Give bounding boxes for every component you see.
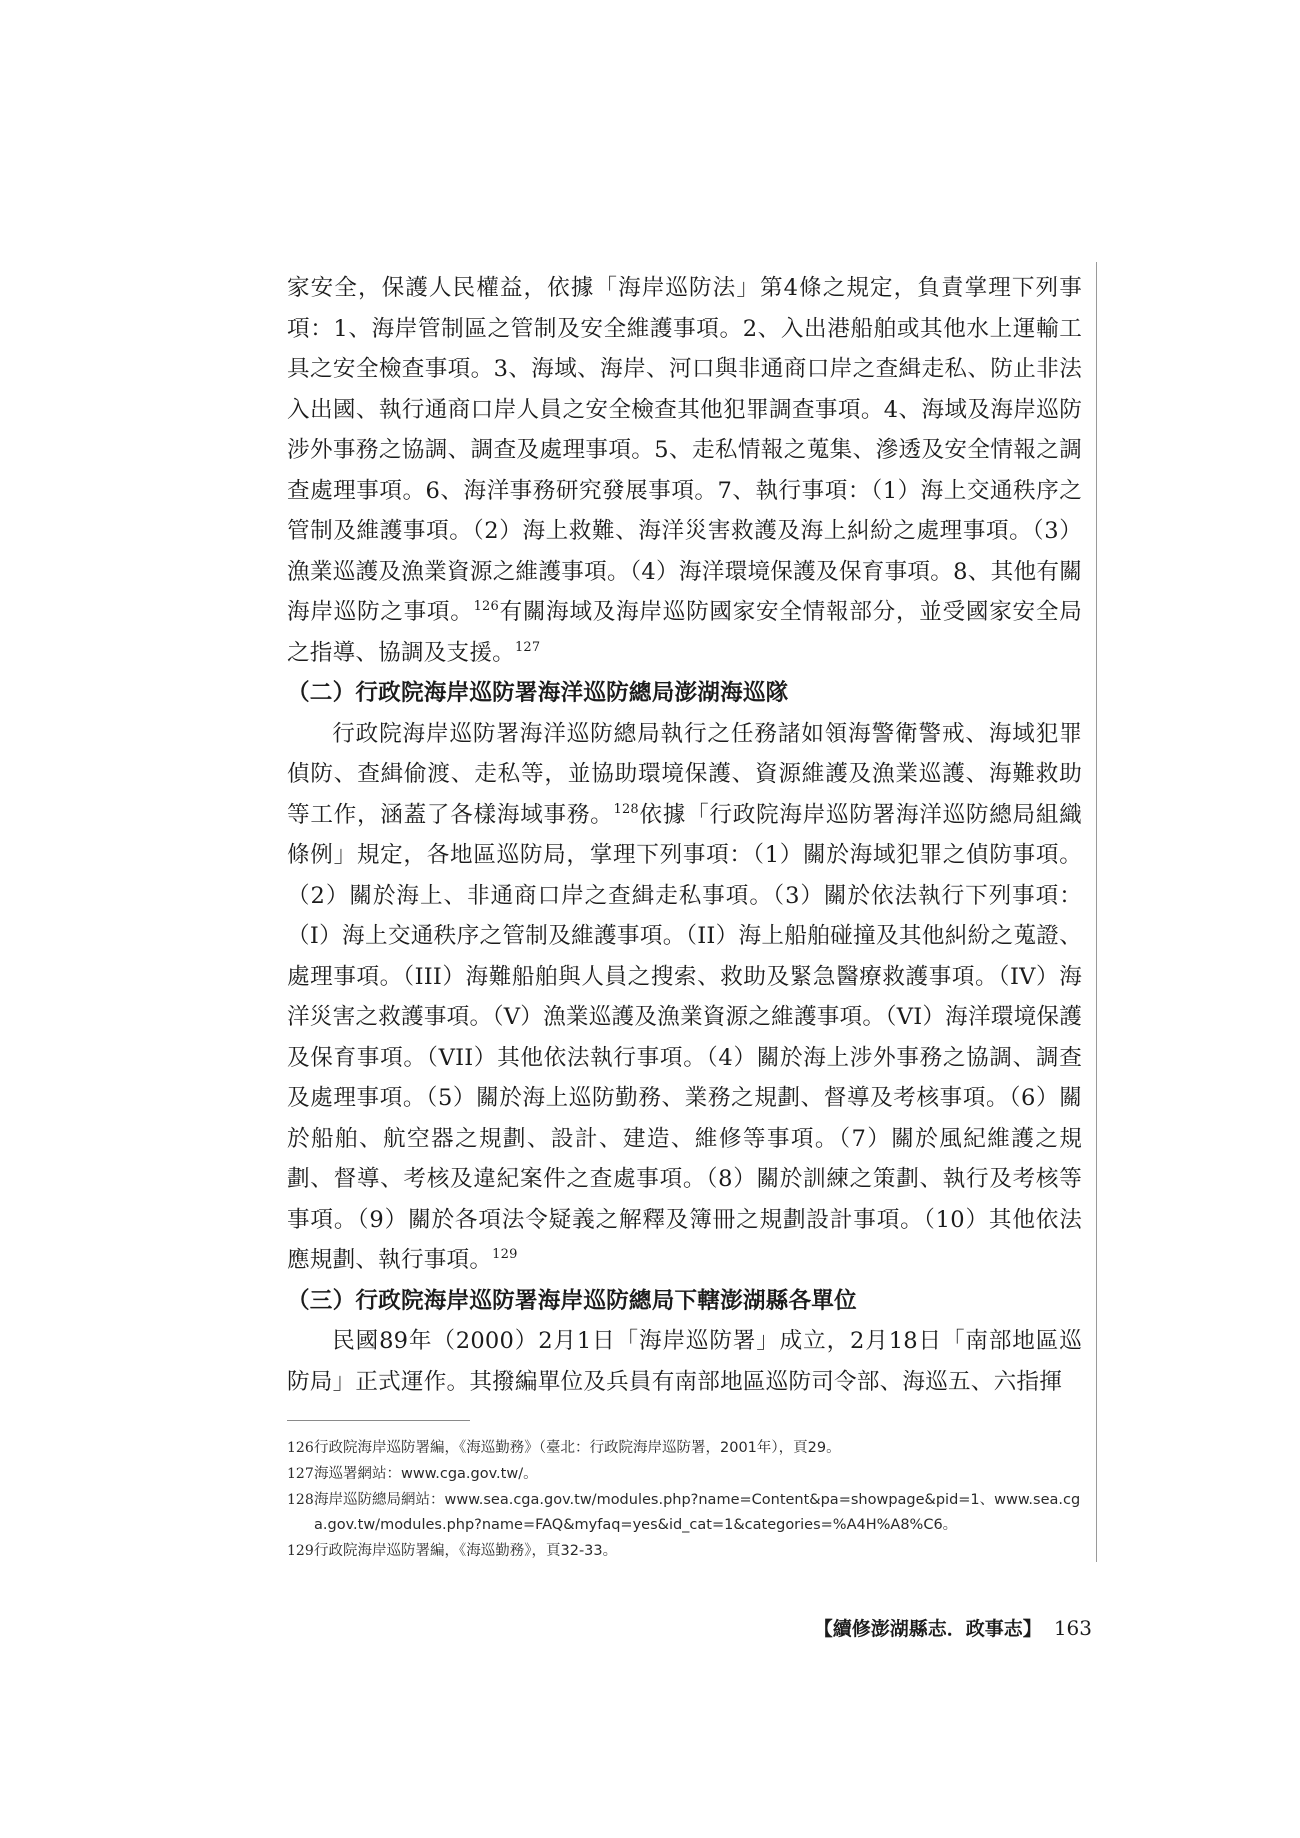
footnote-number: 128 bbox=[287, 1491, 314, 1508]
footnote-text[interactable]: 海岸巡防總局網站：www.sea.cga.gov.tw/modules.php?name=Content&pa=showpage&pid=1、www.sea.cga.gov.tw/modules.php?name=FAQ&myfaq=yes&id_cat=1&categories=%A4H%A8%C6。 bbox=[314, 1491, 1081, 1534]
footnote-ref[interactable]: 127 bbox=[514, 639, 541, 655]
footnote-text: 行政院海岸巡防署編，《海巡勤務》（臺北：行政院海岸巡防署，2001年），頁29。 bbox=[314, 1440, 841, 1456]
margin-rule bbox=[1096, 262, 1097, 1562]
paragraph-text: 依據「行政院海岸巡防署海洋巡防總局組織條例」規定，各地區巡防局，掌理下列事項：（1）關於海域犯罪之偵防事項。（2）關於海上、非通商口岸之查緝走私事項。（3）關於依法執行下列事項：（I）海上交通秩序之管制及維護事項。（II）海上船舶碰撞及其他糾紛之蒐證、處理事項。（III）海難船舶與人員之搜索、救助及緊急醫療救護事項。（IV）海洋災害之救護事項。（V）漁業巡護及漁業資源之維護事項。（VI）海洋環境保護及保育事項。（VII）其他依法執行事項。（4）關於海上涉外事務之協調、調查及處理事項。（5）關於海上巡防勤務、業務之規劃、督導及考核事項。（6）關於船舶、航空器之規劃、設計、建造、維修等事項。（7）關於風紀維護之規劃、督導、考核及違紀案件之查處事項。（8）關於訓練之策劃、執行及考核等事項。（9）關於各項法令疑義之解釋及簿冊之規劃設計事項。（10）其他依法應規劃、執行事項。 bbox=[287, 801, 1082, 1273]
section-heading: （三）行政院海岸巡防署海岸巡防總局下轄澎湖縣各單位 bbox=[287, 1287, 857, 1314]
footnote-text[interactable]: 海巡署網站：www.cga.gov.tw/。 bbox=[314, 1465, 538, 1482]
paragraph-text: 家安全，保護人民權益，依據「海岸巡防法」第4條之規定，負責掌理下列事項：1、海岸管制區之管制及安全維護事項。2、入出港船舶或其他水上運輸工具之安全檢查事項。3、海域、海岸、河口與非通商口岸之查緝走私、防止非法入出國、執行通商口岸人員之安全檢查其他犯罪調查事項。4、海域及海岸巡防涉外事務之協調、調查及處理事項。5、走私情報之蒐集、滲透及安全情報之調查處理事項。6、海洋事務研究發展事項。7、執行事項：（1）海上交通秩序之管制及維護事項。（2）海上救難、海洋災害救護及海上糾紛之處理事項。（3）漁業巡護及漁業資源之維護事項。（4）海洋環境保護及保育事項。8、其他有關海岸巡防之事項。 bbox=[287, 275, 1082, 625]
footnote-ref[interactable]: 128 bbox=[613, 801, 639, 817]
paragraph-text: 行政院海岸巡防署海洋巡防總局執行之任務諸如領海警衛警戒、海域犯罪偵防、查緝偷渡、走私等，並協助環境保護、資源維護及漁業巡護、海難救助等工作，涵蓋了各樣海域事務。 bbox=[287, 720, 1082, 828]
footnote-number: 129 bbox=[287, 1543, 314, 1560]
footnote-number: 127 bbox=[287, 1465, 314, 1482]
paragraph bbox=[287, 714, 1082, 1281]
main-text bbox=[287, 268, 1082, 1402]
paragraph bbox=[287, 268, 1082, 673]
section-heading: （二）行政院海岸巡防署海洋巡防總局澎湖海巡隊 bbox=[287, 680, 789, 706]
footnote-separator bbox=[287, 1420, 470, 1421]
footnote-text: 行政院海岸巡防署編，《海巡勤務》，頁32-33。 bbox=[314, 1543, 618, 1560]
page-number: 163 bbox=[1053, 1616, 1092, 1640]
footnote bbox=[287, 1488, 1082, 1540]
paragraph-text: 有關海域及海岸巡防國家安全情報部分，並受國家安全局之指導、協調及支援。 bbox=[287, 599, 1082, 666]
footnote bbox=[287, 1539, 1082, 1565]
footnotes bbox=[287, 1436, 1082, 1565]
running-footer bbox=[814, 1614, 1092, 1641]
book-title: 【續修澎湖縣志．政事志】 bbox=[813, 1618, 1042, 1640]
footnote bbox=[287, 1436, 1082, 1462]
footnote bbox=[287, 1462, 1082, 1488]
footnote-ref[interactable]: 129 bbox=[492, 1247, 518, 1262]
paragraph: 民國89年（2000）2月1日「海岸巡防署」成立，2月18日「南部地區巡防局」正式運作。其撥編單位及兵員有南部地區巡防司令部、海巡五、六指揮 bbox=[287, 1328, 1082, 1395]
footnote-number: 126 bbox=[287, 1440, 314, 1456]
footnote-ref[interactable]: 126 bbox=[473, 599, 499, 614]
